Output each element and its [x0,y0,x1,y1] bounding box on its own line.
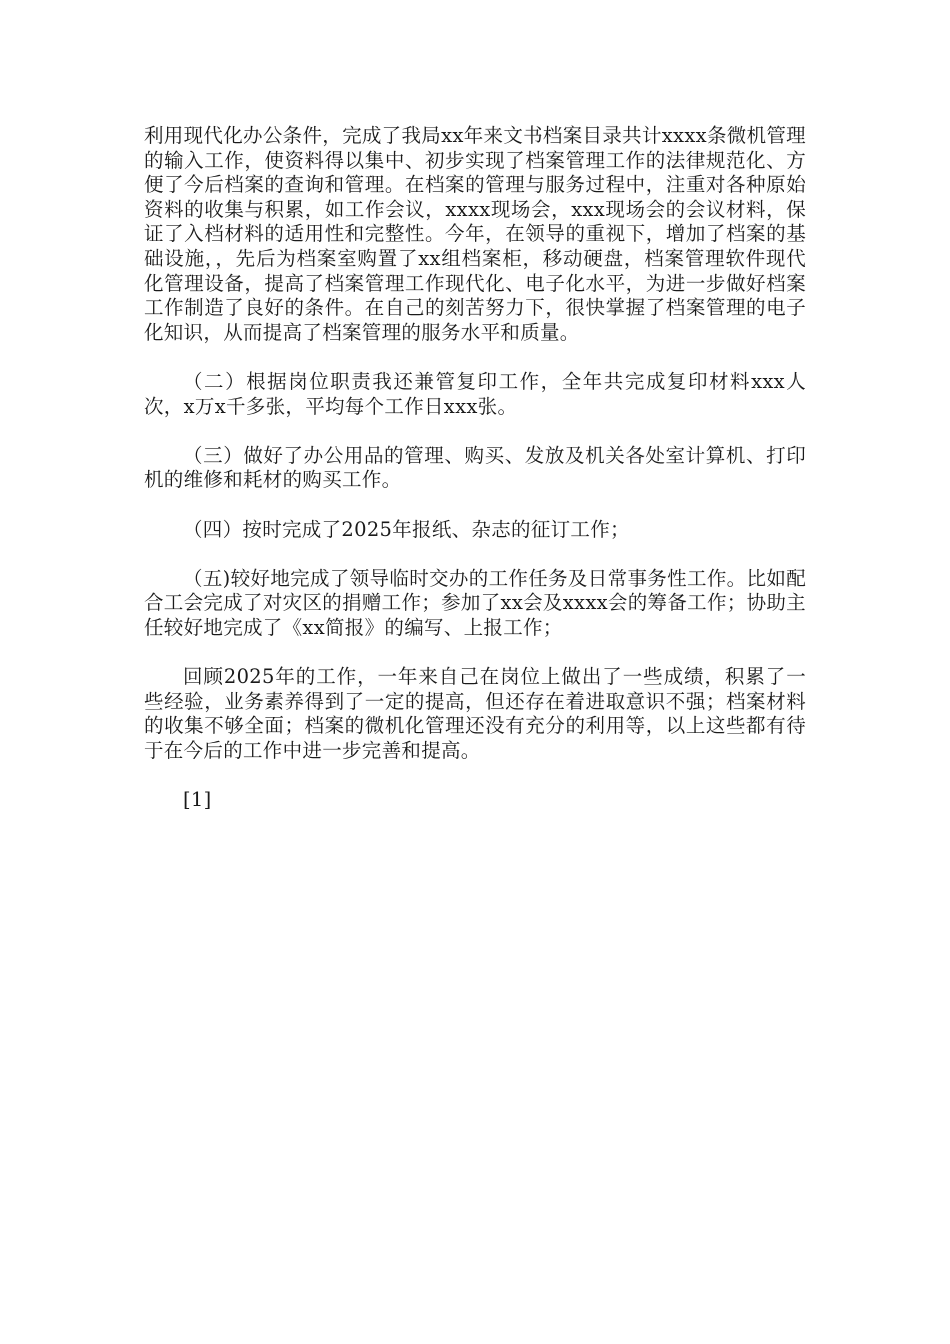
paragraph-temporary-tasks: （五)较好地完成了领导临时交办的工作任务及日常事务性工作。比如配合工会完成了对灾区的捐赠工作；参加了xx会及xxxx会的筹备工作；协助主任较好地完成了《xx简报》的编写、上报工作； [144,566,806,639]
paragraph-copying-work: （二）根据岗位职责我还兼管复印工作，全年共完成复印材料xxx人次，x万x千多张，平均每个工作日xxx张。 [144,369,806,418]
paragraph-subscriptions: （四）按时完成了2025年报纸、杂志的征订工作； [183,517,630,541]
paragraph-archive-management: 利用现代化办公条件，完成了我局xx年来文书档案目录共计xxxx条微机管理的输入工作，使资料得以集中、初步实现了档案管理工作的法律规范化、方便了今后档案的查询和管理。在档案的管理与服务过程中，注重对各种原始资料的收集与积累，如工作会议，xxxx现场会，xxx现场会的会议材料，保证了入档材料的适用性和完整性。今年，在领导的重视下，增加了档案的基础设施，，先后为档案室购置了xx组档案柜，移动硬盘，档案管理软件现代化管理设备，提高了档案管理工作现代化、电子化水平，为进一步做好档案工作制造了良好的条件。在自己的刻苦努力下，很快掌握了档案管理的电子化知识，从而提高了档案管理的服务水平和质量。 [144,124,806,344]
footnote-marker: [1] [183,788,212,812]
paragraph-office-supplies: （三）做好了办公用品的管理、购买、发放及机关各处室计算机、打印机的维修和耗材的购买工作。 [144,443,806,492]
paragraph-review: 回顾2025年的工作，一年来自己在岗位上做出了一些成绩，积累了一些经验，业务素养得到了一定的提高，但还存在着进取意识不强；档案材料的收集不够全面；档案的微机化管理还没有充分的利用等，以上这些都有待于在今后的工作中进一步完善和提高。 [144,665,806,762]
document-body [144,124,806,813]
